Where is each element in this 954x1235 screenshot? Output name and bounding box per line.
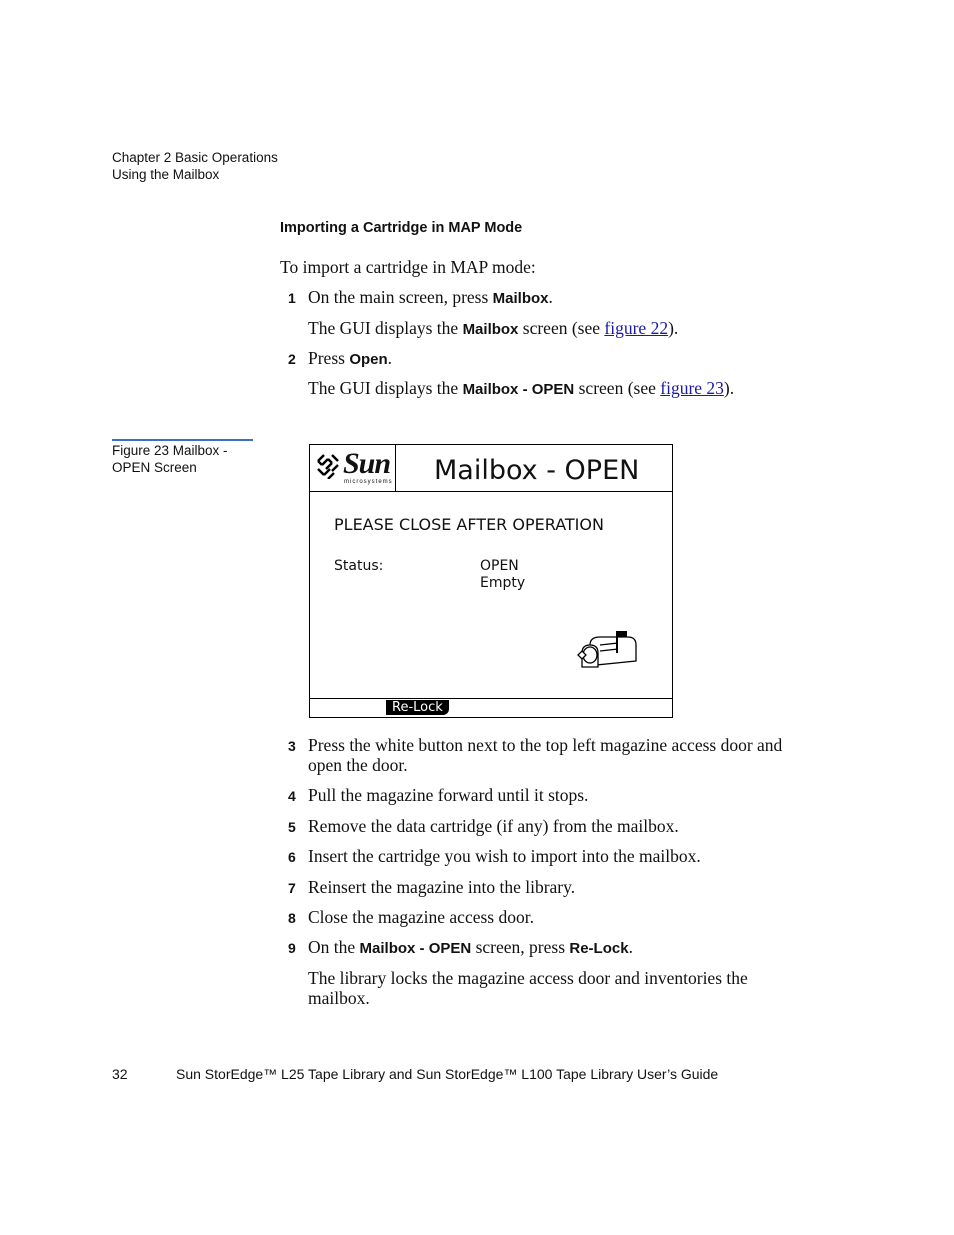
close-message: PLEASE CLOSE AFTER OPERATION bbox=[334, 515, 604, 534]
subsection-label: Using the Mailbox bbox=[112, 167, 220, 182]
status-label: Status: bbox=[334, 558, 384, 574]
title-divider bbox=[310, 491, 672, 492]
footer-divider bbox=[310, 698, 672, 699]
step-text: Close the magazine access door. bbox=[308, 907, 534, 927]
ui-term-mailbox-open: Mailbox - OPEN bbox=[359, 940, 472, 957]
intro-text: To import a cartridge in MAP mode: bbox=[280, 257, 536, 277]
status-state: OPEN bbox=[480, 558, 519, 574]
step-number: 5 bbox=[288, 819, 296, 835]
step-7 bbox=[280, 877, 800, 897]
status-contents: Empty bbox=[480, 575, 526, 591]
step-1: 1 On the main screen, press Mailbox. bbox=[288, 287, 553, 307]
step-6 bbox=[280, 846, 800, 866]
relock-button[interactable]: Re-Lock bbox=[386, 700, 449, 715]
status-value bbox=[480, 558, 525, 592]
note-1: The GUI displays the Mailbox screen (see figure 22). bbox=[308, 318, 679, 338]
step-2: 2 Press Open. bbox=[288, 348, 393, 368]
step-text: Press the white button next to the top left magazine access door and open the door. bbox=[308, 735, 783, 775]
section-title: Importing a Cartridge in MAP Mode bbox=[280, 220, 523, 236]
page-number: 32 bbox=[112, 1066, 128, 1082]
running-header bbox=[112, 149, 278, 183]
step-number: 9 bbox=[288, 940, 296, 956]
note-2: The GUI displays the Mailbox - OPEN screen (see figure 23). bbox=[308, 378, 735, 398]
step-number: 8 bbox=[288, 910, 296, 926]
step-number: 6 bbox=[288, 849, 296, 865]
step-number: 1 bbox=[288, 290, 296, 306]
final-note: The library locks the magazine access door and inventories the mailbox. bbox=[308, 968, 748, 1008]
logo-subtext: microsystems bbox=[344, 479, 393, 485]
chapter-label: Chapter 2 Basic Operations bbox=[112, 150, 278, 165]
step-8 bbox=[280, 907, 800, 927]
ui-term-mailbox: Mailbox bbox=[492, 290, 549, 307]
step-number: 2 bbox=[288, 351, 296, 367]
step-4 bbox=[280, 785, 800, 805]
figure-22-link[interactable]: figure 22 bbox=[604, 318, 669, 338]
ui-term-open: Open bbox=[349, 351, 388, 368]
footer-title: Sun StorEdge™ L25 Tape Library and Sun StorEdge™ L100 Tape Library User’s Guide bbox=[176, 1066, 719, 1082]
mailbox-icon bbox=[576, 631, 638, 671]
sun-logo-icon bbox=[314, 451, 342, 479]
step-text: Pull the magazine forward until it stops. bbox=[308, 785, 589, 805]
screen-title: Mailbox - OPEN bbox=[434, 455, 640, 486]
step-number: 4 bbox=[288, 788, 296, 804]
step-9: 9 On the Mailbox - OPEN screen, press Re-Lock. bbox=[288, 937, 633, 957]
step-3 bbox=[280, 735, 800, 775]
figure-caption: Figure 23 Mailbox - OPEN Screen bbox=[112, 443, 228, 475]
step-number: 3 bbox=[288, 738, 296, 754]
ui-term-mailbox: Mailbox bbox=[462, 321, 519, 338]
step-5 bbox=[280, 816, 800, 836]
step-text: Insert the cartridge you wish to import into the mailbox. bbox=[308, 846, 701, 866]
step-text: Remove the data cartridge (if any) from the mailbox. bbox=[308, 816, 679, 836]
logo-wordmark: Sun bbox=[343, 447, 391, 480]
ui-term-mailbox-open: Mailbox - OPEN bbox=[462, 381, 575, 398]
mailbox-open-screen bbox=[309, 444, 673, 718]
ui-term-relock: Re-Lock bbox=[569, 940, 629, 957]
step-text: Reinsert the magazine into the library. bbox=[308, 877, 576, 897]
step-number: 7 bbox=[288, 880, 296, 896]
sun-logo bbox=[310, 445, 396, 491]
caption-rule bbox=[112, 439, 253, 441]
figure-23-link[interactable]: figure 23 bbox=[660, 378, 724, 398]
